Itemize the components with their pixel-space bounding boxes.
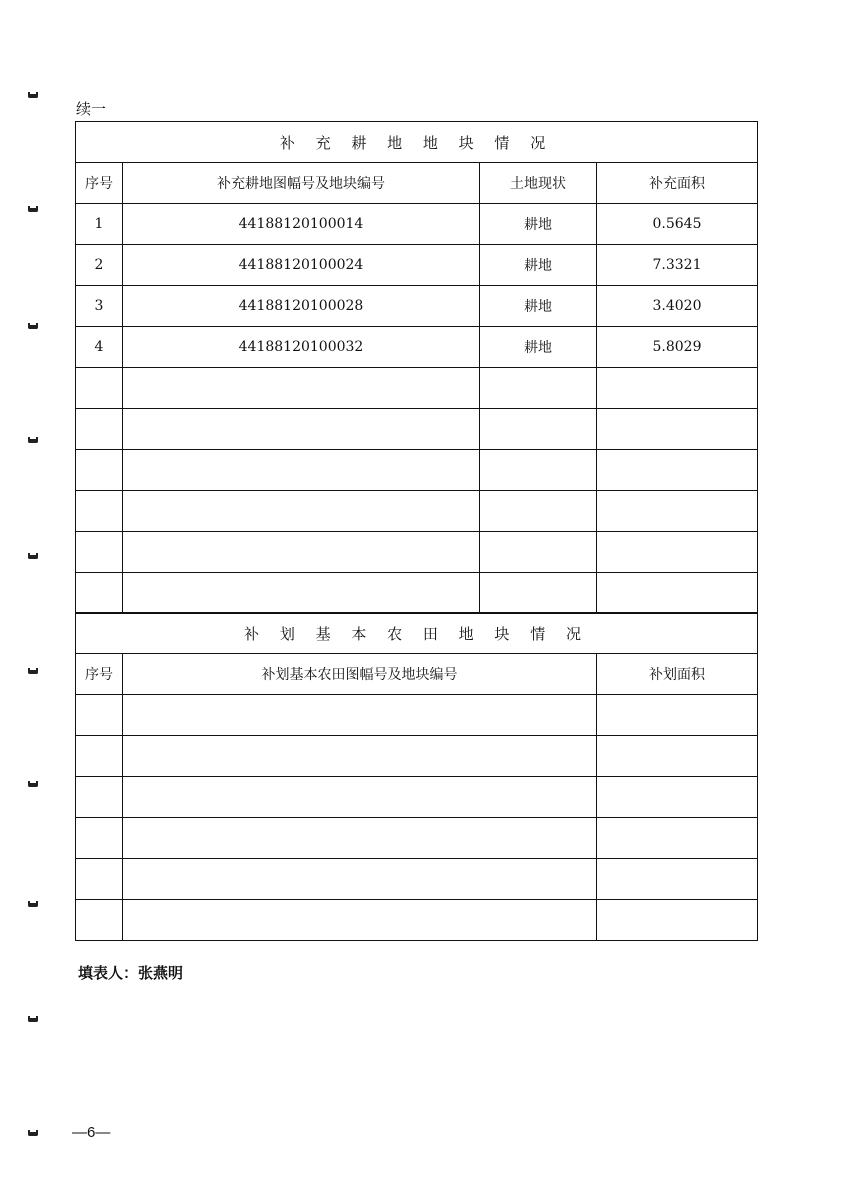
table-row (76, 245, 758, 286)
cell-code (123, 777, 597, 818)
table-row (76, 409, 758, 450)
cell-area (597, 450, 758, 491)
cell-area (597, 695, 758, 736)
table-row (76, 327, 758, 368)
cell-code: 44188120100014 (123, 204, 480, 245)
table-row (76, 736, 758, 777)
binding-mark (28, 206, 38, 212)
cell-no (76, 573, 123, 614)
table-row (76, 450, 758, 491)
form-filler: 填表人：张燕明 (78, 964, 184, 982)
table-row (76, 532, 758, 573)
binding-mark (28, 1016, 38, 1022)
cell-area (597, 532, 758, 573)
cell-code (123, 450, 480, 491)
table-row (76, 573, 758, 614)
cell-no (76, 818, 123, 859)
cell-area (597, 777, 758, 818)
binding-mark (28, 901, 38, 907)
column-header: 补划基本农田图幅号及地块编号 (123, 654, 597, 695)
table-row (76, 204, 758, 245)
cell-code (123, 532, 480, 573)
cell-code (123, 368, 480, 409)
cell-status (480, 573, 597, 614)
supplement-farmland-table (75, 121, 758, 614)
cell-code (123, 736, 597, 777)
cell-code: 44188120100032 (123, 327, 480, 368)
binding-mark (28, 323, 38, 329)
cell-status (480, 368, 597, 409)
cell-area: 7.3321 (597, 245, 758, 286)
cell-area (597, 818, 758, 859)
cell-status: 耕地 (480, 286, 597, 327)
cell-no: 4 (76, 327, 123, 368)
cell-status (480, 532, 597, 573)
section-title: 补 充 耕 地 地 块 情 况 (76, 122, 758, 163)
cell-code (123, 695, 597, 736)
section-title: 补 划 基 本 农 田 地 块 情 况 (76, 613, 758, 654)
column-header: 序号 (76, 654, 123, 695)
cell-no: 2 (76, 245, 123, 286)
cell-status (480, 491, 597, 532)
cell-no (76, 736, 123, 777)
cell-status: 耕地 (480, 245, 597, 286)
binding-mark (28, 553, 38, 559)
table-header-row (76, 163, 758, 204)
cell-status: 耕地 (480, 327, 597, 368)
cell-area (597, 491, 758, 532)
supplement-basic-farmland-table (75, 612, 758, 941)
cell-code (123, 859, 597, 900)
table-row (76, 491, 758, 532)
column-header: 补充耕地图幅号及地块编号 (123, 163, 480, 204)
binding-mark (28, 781, 38, 787)
binding-mark (28, 92, 38, 98)
cell-area (597, 368, 758, 409)
binding-mark (28, 668, 38, 674)
table-row (76, 818, 758, 859)
cell-no (76, 368, 123, 409)
cell-no (76, 900, 123, 941)
cell-no: 3 (76, 286, 123, 327)
cell-area: 0.5645 (597, 204, 758, 245)
cell-status (480, 409, 597, 450)
table-row (76, 777, 758, 818)
cell-no (76, 450, 123, 491)
cell-no (76, 409, 123, 450)
cell-area (597, 736, 758, 777)
column-header: 补充面积 (597, 163, 758, 204)
binding-mark (28, 437, 38, 443)
cell-no (76, 695, 123, 736)
cell-area (597, 859, 758, 900)
binding-mark (28, 1130, 38, 1136)
cell-code: 44188120100024 (123, 245, 480, 286)
cell-status: 耕地 (480, 204, 597, 245)
cell-area (597, 900, 758, 941)
cell-no (76, 859, 123, 900)
cell-status (480, 450, 597, 491)
cell-no: 1 (76, 204, 123, 245)
cell-no (76, 777, 123, 818)
cell-code (123, 409, 480, 450)
column-header: 序号 (76, 163, 123, 204)
cell-code: 44188120100028 (123, 286, 480, 327)
table-row (76, 695, 758, 736)
table-row (76, 859, 758, 900)
cell-code (123, 491, 480, 532)
table-header-row (76, 654, 758, 695)
column-header: 补划面积 (597, 654, 758, 695)
table-row (76, 368, 758, 409)
table-row (76, 286, 758, 327)
cell-code (123, 900, 597, 941)
continued-label: 续一 (76, 100, 107, 118)
cell-code (123, 818, 597, 859)
cell-no (76, 491, 123, 532)
cell-no (76, 532, 123, 573)
cell-area: 5.8029 (597, 327, 758, 368)
cell-area (597, 409, 758, 450)
page-number: —6— (72, 1124, 111, 1141)
cell-area: 3.4020 (597, 286, 758, 327)
cell-area (597, 573, 758, 614)
cell-code (123, 573, 480, 614)
table-row (76, 900, 758, 941)
column-header: 土地现状 (480, 163, 597, 204)
